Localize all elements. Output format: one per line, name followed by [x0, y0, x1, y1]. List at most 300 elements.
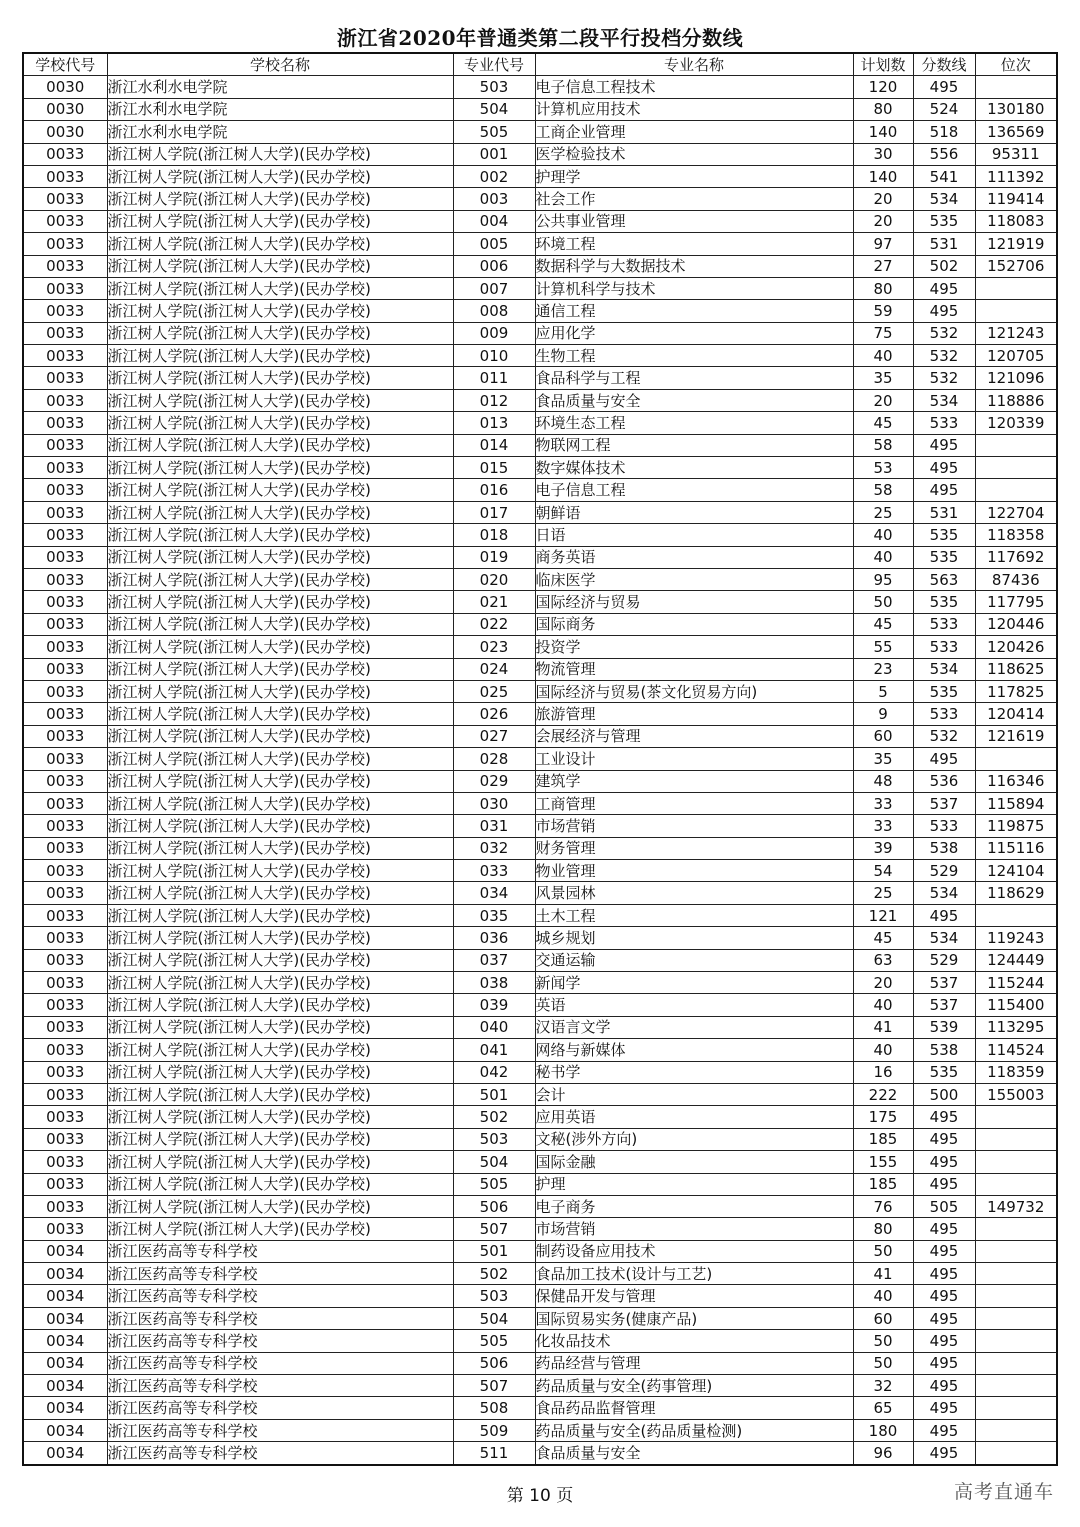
cell-major-name: 计算机应用技术: [535, 98, 853, 120]
cell-rank: [975, 1218, 1057, 1240]
header-plan-count: 计划数: [853, 53, 913, 76]
table-row: [23, 457, 1057, 479]
cell-plan-count: 40: [853, 345, 913, 367]
table-row: [23, 1061, 1057, 1083]
cell-rank: [975, 300, 1057, 322]
cell-major-code: 039: [453, 994, 535, 1016]
cell-major-name: 商务英语: [535, 546, 853, 568]
cell-cutoff-score: 532: [913, 367, 975, 389]
table-row: [23, 1442, 1057, 1465]
page-number: 第 10 页: [506, 1486, 574, 1506]
cell-plan-count: 50: [853, 1240, 913, 1262]
table-row: [23, 322, 1057, 344]
cell-cutoff-score: 495: [913, 1240, 975, 1262]
cell-school-code: 0033: [23, 904, 107, 926]
cell-school-code: 0033: [23, 1173, 107, 1195]
table-row: [23, 367, 1057, 389]
cell-school-code: 0033: [23, 792, 107, 814]
table-row: [23, 345, 1057, 367]
cell-school-code: 0033: [23, 188, 107, 210]
table-row: [23, 972, 1057, 994]
cell-major-code: 018: [453, 524, 535, 546]
cell-cutoff-score: 518: [913, 121, 975, 143]
cell-school-name: 浙江树人学院(浙江树人大学)(民办学校): [107, 680, 453, 702]
cell-major-name: 应用英语: [535, 1106, 853, 1128]
cell-major-code: 026: [453, 703, 535, 725]
cell-school-code: 0033: [23, 1128, 107, 1150]
cell-cutoff-score: 495: [913, 1352, 975, 1374]
cell-major-name: 市场营销: [535, 815, 853, 837]
cell-major-name: 会计: [535, 1083, 853, 1105]
cell-school-code: 0033: [23, 680, 107, 702]
cell-major-code: 505: [453, 1173, 535, 1195]
cell-major-code: 038: [453, 972, 535, 994]
cell-school-code: 0033: [23, 860, 107, 882]
cell-school-name: 浙江树人学院(浙江树人大学)(民办学校): [107, 860, 453, 882]
cell-plan-count: 75: [853, 322, 913, 344]
cell-school-name: 浙江水利水电学院: [107, 121, 453, 143]
cell-school-name: 浙江树人学院(浙江树人大学)(民办学校): [107, 322, 453, 344]
cell-rank: [975, 434, 1057, 456]
table-row: [23, 1218, 1057, 1240]
cell-plan-count: 20: [853, 972, 913, 994]
cell-plan-count: 53: [853, 457, 913, 479]
cell-school-code: 0034: [23, 1285, 107, 1307]
table-row: [23, 389, 1057, 411]
cell-plan-count: 20: [853, 188, 913, 210]
cell-rank: 115400: [975, 994, 1057, 1016]
cell-major-name: 秘书学: [535, 1061, 853, 1083]
cell-school-code: 0033: [23, 367, 107, 389]
table-row: [23, 1263, 1057, 1285]
cell-major-code: 041: [453, 1039, 535, 1061]
table-row: [23, 904, 1057, 926]
cell-major-name: 国际商务: [535, 613, 853, 635]
table-row: [23, 165, 1057, 187]
cell-major-code: 022: [453, 613, 535, 635]
cell-plan-count: 39: [853, 837, 913, 859]
cell-school-name: 浙江树人学院(浙江树人大学)(民办学校): [107, 1173, 453, 1195]
cell-cutoff-score: 537: [913, 994, 975, 1016]
cell-major-code: 034: [453, 882, 535, 904]
cell-major-code: 016: [453, 479, 535, 501]
cell-major-code: 505: [453, 121, 535, 143]
cell-school-name: 浙江树人学院(浙江树人大学)(民办学校): [107, 748, 453, 770]
table-row: [23, 1307, 1057, 1329]
cell-school-name: 浙江树人学院(浙江树人大学)(民办学校): [107, 434, 453, 456]
cell-major-name: 食品药品监督管理: [535, 1397, 853, 1419]
cell-school-code: 0033: [23, 1083, 107, 1105]
cell-cutoff-score: 532: [913, 345, 975, 367]
cell-rank: 118629: [975, 882, 1057, 904]
cell-major-name: 财务管理: [535, 837, 853, 859]
cell-cutoff-score: 534: [913, 882, 975, 904]
cell-school-name: 浙江医药高等专科学校: [107, 1263, 453, 1285]
cell-plan-count: 9: [853, 703, 913, 725]
cell-plan-count: 50: [853, 1352, 913, 1374]
cell-rank: 120446: [975, 613, 1057, 635]
cell-rank: 119875: [975, 815, 1057, 837]
cell-school-code: 0033: [23, 613, 107, 635]
cell-plan-count: 23: [853, 658, 913, 680]
cell-major-code: 029: [453, 770, 535, 792]
cell-school-code: 0034: [23, 1419, 107, 1441]
cell-major-code: 507: [453, 1218, 535, 1240]
cell-school-code: 0033: [23, 210, 107, 232]
cell-cutoff-score: 524: [913, 98, 975, 120]
table-row: [23, 1195, 1057, 1217]
cell-school-code: 0033: [23, 524, 107, 546]
table-row: [23, 434, 1057, 456]
cell-school-name: 浙江树人学院(浙江树人大学)(民办学校): [107, 233, 453, 255]
cell-major-name: 药品质量与安全(药事管理): [535, 1375, 853, 1397]
cell-school-code: 0033: [23, 658, 107, 680]
cell-rank: 95311: [975, 143, 1057, 165]
cell-cutoff-score: 502: [913, 255, 975, 277]
table-row: [23, 591, 1057, 613]
cell-major-code: 015: [453, 457, 535, 479]
cell-plan-count: 45: [853, 412, 913, 434]
cell-cutoff-score: 529: [913, 949, 975, 971]
cell-cutoff-score: 538: [913, 1039, 975, 1061]
cell-school-name: 浙江医药高等专科学校: [107, 1352, 453, 1374]
cell-cutoff-score: 537: [913, 792, 975, 814]
cell-major-name: 临床医学: [535, 568, 853, 590]
cell-plan-count: 95: [853, 568, 913, 590]
cell-plan-count: 32: [853, 1375, 913, 1397]
cell-school-name: 浙江树人学院(浙江树人大学)(民办学校): [107, 591, 453, 613]
cell-plan-count: 25: [853, 882, 913, 904]
cell-major-name: 工业设计: [535, 748, 853, 770]
table-row: [23, 837, 1057, 859]
cell-major-name: 食品质量与安全: [535, 1442, 853, 1465]
cell-school-code: 0033: [23, 927, 107, 949]
cell-cutoff-score: 495: [913, 1330, 975, 1352]
cell-major-name: 化妆品技术: [535, 1330, 853, 1352]
table-row: [23, 1173, 1057, 1195]
cell-school-code: 0034: [23, 1352, 107, 1374]
cell-major-name: 环境工程: [535, 233, 853, 255]
table-row: [23, 568, 1057, 590]
cell-plan-count: 40: [853, 994, 913, 1016]
cell-major-code: 502: [453, 1106, 535, 1128]
table-row: [23, 1285, 1057, 1307]
cell-major-code: 010: [453, 345, 535, 367]
cell-plan-count: 40: [853, 1039, 913, 1061]
cell-major-code: 037: [453, 949, 535, 971]
cell-plan-count: 41: [853, 1263, 913, 1285]
cell-major-code: 508: [453, 1397, 535, 1419]
cell-school-name: 浙江树人学院(浙江树人大学)(民办学校): [107, 501, 453, 523]
cell-school-name: 浙江树人学院(浙江树人大学)(民办学校): [107, 546, 453, 568]
cell-plan-count: 35: [853, 367, 913, 389]
cell-plan-count: 58: [853, 479, 913, 501]
cell-major-code: 005: [453, 233, 535, 255]
table-row: [23, 143, 1057, 165]
cell-major-name: 食品加工技术(设计与工艺): [535, 1263, 853, 1285]
table-row: [23, 1016, 1057, 1038]
cell-major-code: 042: [453, 1061, 535, 1083]
table-row: [23, 725, 1057, 747]
cell-school-name: 浙江树人学院(浙江树人大学)(民办学校): [107, 1039, 453, 1061]
cell-major-code: 019: [453, 546, 535, 568]
cell-school-code: 0033: [23, 972, 107, 994]
cell-cutoff-score: 529: [913, 860, 975, 882]
cell-major-code: 013: [453, 412, 535, 434]
cell-major-name: 医学检验技术: [535, 143, 853, 165]
cell-cutoff-score: 533: [913, 412, 975, 434]
cell-plan-count: 50: [853, 591, 913, 613]
cell-cutoff-score: 541: [913, 165, 975, 187]
cell-cutoff-score: 531: [913, 233, 975, 255]
cell-school-code: 0033: [23, 725, 107, 747]
cell-cutoff-score: 495: [913, 277, 975, 299]
cell-major-name: 护理学: [535, 165, 853, 187]
cell-cutoff-score: 534: [913, 389, 975, 411]
cell-major-name: 国际贸易实务(健康产品): [535, 1307, 853, 1329]
cell-plan-count: 97: [853, 233, 913, 255]
cell-school-code: 0033: [23, 233, 107, 255]
table-row: [23, 210, 1057, 232]
table-row: [23, 1375, 1057, 1397]
cell-major-code: 505: [453, 1330, 535, 1352]
cell-cutoff-score: 495: [913, 1218, 975, 1240]
cell-major-name: 国际金融: [535, 1151, 853, 1173]
cell-school-name: 浙江树人学院(浙江树人大学)(民办学校): [107, 949, 453, 971]
cell-plan-count: 185: [853, 1128, 913, 1150]
cell-cutoff-score: 495: [913, 1128, 975, 1150]
table-row: [23, 1419, 1057, 1441]
cell-rank: 121919: [975, 233, 1057, 255]
cell-rank: [975, 748, 1057, 770]
cell-school-name: 浙江树人学院(浙江树人大学)(民办学校): [107, 613, 453, 635]
cell-rank: 118886: [975, 389, 1057, 411]
cell-school-code: 0033: [23, 501, 107, 523]
cell-major-name: 食品质量与安全: [535, 389, 853, 411]
cell-major-name: 城乡规划: [535, 927, 853, 949]
cell-major-name: 工商管理: [535, 792, 853, 814]
cell-school-code: 0033: [23, 345, 107, 367]
cell-rank: 152706: [975, 255, 1057, 277]
cell-cutoff-score: 495: [913, 1285, 975, 1307]
cell-rank: 120414: [975, 703, 1057, 725]
cell-school-name: 浙江树人学院(浙江树人大学)(民办学校): [107, 725, 453, 747]
cell-plan-count: 155: [853, 1151, 913, 1173]
cell-school-name: 浙江树人学院(浙江树人大学)(民办学校): [107, 143, 453, 165]
cell-plan-count: 40: [853, 546, 913, 568]
cell-school-code: 0034: [23, 1442, 107, 1465]
cell-rank: 118625: [975, 658, 1057, 680]
cell-rank: 120705: [975, 345, 1057, 367]
table-body: [23, 76, 1057, 1465]
cell-plan-count: 180: [853, 1419, 913, 1441]
table-row: [23, 277, 1057, 299]
table-row: [23, 658, 1057, 680]
cell-plan-count: 45: [853, 927, 913, 949]
table-row: [23, 1128, 1057, 1150]
cell-plan-count: 222: [853, 1083, 913, 1105]
cell-plan-count: 41: [853, 1016, 913, 1038]
cell-school-name: 浙江水利水电学院: [107, 98, 453, 120]
cell-school-code: 0033: [23, 434, 107, 456]
cell-school-name: 浙江医药高等专科学校: [107, 1330, 453, 1352]
table-row: [23, 792, 1057, 814]
cell-school-name: 浙江树人学院(浙江树人大学)(民办学校): [107, 188, 453, 210]
table-row: [23, 1240, 1057, 1262]
cell-rank: 119243: [975, 927, 1057, 949]
cell-plan-count: 60: [853, 1307, 913, 1329]
cell-cutoff-score: 505: [913, 1195, 975, 1217]
cell-rank: [975, 1352, 1057, 1374]
cell-plan-count: 33: [853, 792, 913, 814]
cell-school-name: 浙江树人学院(浙江树人大学)(民办学校): [107, 1083, 453, 1105]
cell-plan-count: 76: [853, 1195, 913, 1217]
cell-school-code: 0033: [23, 568, 107, 590]
cell-school-name: 浙江树人学院(浙江树人大学)(民办学校): [107, 210, 453, 232]
cell-rank: 115116: [975, 837, 1057, 859]
cell-school-code: 0033: [23, 815, 107, 837]
cell-major-name: 国际经济与贸易: [535, 591, 853, 613]
cell-major-code: 040: [453, 1016, 535, 1038]
cell-rank: 115244: [975, 972, 1057, 994]
cell-major-code: 501: [453, 1240, 535, 1262]
cell-major-name: 工商企业管理: [535, 121, 853, 143]
cell-rank: 122704: [975, 501, 1057, 523]
cell-major-name: 汉语言文学: [535, 1016, 853, 1038]
cell-cutoff-score: 495: [913, 1442, 975, 1465]
cell-cutoff-score: 531: [913, 501, 975, 523]
cell-cutoff-score: 495: [913, 76, 975, 98]
cell-school-code: 0030: [23, 121, 107, 143]
cell-major-code: 036: [453, 927, 535, 949]
cell-cutoff-score: 533: [913, 703, 975, 725]
table-row: [23, 882, 1057, 904]
cell-major-code: 030: [453, 792, 535, 814]
cell-rank: [975, 1330, 1057, 1352]
cell-plan-count: 35: [853, 748, 913, 770]
cell-school-name: 浙江树人学院(浙江树人大学)(民办学校): [107, 994, 453, 1016]
cell-plan-count: 80: [853, 98, 913, 120]
cell-school-code: 0033: [23, 748, 107, 770]
table-row: [23, 546, 1057, 568]
cell-major-code: 001: [453, 143, 535, 165]
header-major-name: 专业名称: [535, 53, 853, 76]
cell-major-name: 电子信息工程: [535, 479, 853, 501]
cell-cutoff-score: 535: [913, 1061, 975, 1083]
cell-rank: 118359: [975, 1061, 1057, 1083]
cell-rank: [975, 1397, 1057, 1419]
cell-major-code: 006: [453, 255, 535, 277]
cell-major-name: 药品质量与安全(药品质量检测): [535, 1419, 853, 1441]
header-school-name: 学校名称: [107, 53, 453, 76]
cell-school-name: 浙江树人学院(浙江树人大学)(民办学校): [107, 277, 453, 299]
cell-school-name: 浙江树人学院(浙江树人大学)(民办学校): [107, 165, 453, 187]
table-row: [23, 1106, 1057, 1128]
cell-cutoff-score: 535: [913, 210, 975, 232]
cell-cutoff-score: 495: [913, 1307, 975, 1329]
cell-rank: 124449: [975, 949, 1057, 971]
cell-school-name: 浙江树人学院(浙江树人大学)(民办学校): [107, 1061, 453, 1083]
cell-major-code: 021: [453, 591, 535, 613]
cell-major-code: 507: [453, 1375, 535, 1397]
cell-rank: [975, 1151, 1057, 1173]
cell-cutoff-score: 538: [913, 837, 975, 859]
cell-cutoff-score: 495: [913, 457, 975, 479]
table-row: [23, 680, 1057, 702]
cell-plan-count: 80: [853, 277, 913, 299]
cell-major-name: 保健品开发与管理: [535, 1285, 853, 1307]
cell-major-code: 504: [453, 1307, 535, 1329]
cell-school-name: 浙江树人学院(浙江树人大学)(民办学校): [107, 524, 453, 546]
cell-school-code: 0033: [23, 591, 107, 613]
cell-plan-count: 5: [853, 680, 913, 702]
cell-major-code: 023: [453, 636, 535, 658]
table-row: [23, 121, 1057, 143]
header-rank: 位次: [975, 53, 1057, 76]
cell-school-code: 0033: [23, 143, 107, 165]
cell-plan-count: 33: [853, 815, 913, 837]
cell-school-name: 浙江树人学院(浙江树人大学)(民办学校): [107, 837, 453, 859]
table-header-row: [23, 53, 1057, 76]
cell-school-name: 浙江医药高等专科学校: [107, 1375, 453, 1397]
cell-rank: [975, 1263, 1057, 1285]
cell-major-name: 护理: [535, 1173, 853, 1195]
cell-school-name: 浙江树人学院(浙江树人大学)(民办学校): [107, 1128, 453, 1150]
cell-major-code: 503: [453, 1285, 535, 1307]
cell-major-name: 新闻学: [535, 972, 853, 994]
table-row: [23, 815, 1057, 837]
cell-major-name: 日语: [535, 524, 853, 546]
cell-cutoff-score: 534: [913, 658, 975, 680]
table-row: [23, 479, 1057, 501]
cell-major-name: 环境生态工程: [535, 412, 853, 434]
cell-rank: 117795: [975, 591, 1057, 613]
cell-major-name: 物业管理: [535, 860, 853, 882]
table-row: [23, 994, 1057, 1016]
cell-major-name: 通信工程: [535, 300, 853, 322]
cell-plan-count: 60: [853, 725, 913, 747]
cell-school-code: 0033: [23, 1016, 107, 1038]
cell-rank: 117825: [975, 680, 1057, 702]
cell-rank: 116346: [975, 770, 1057, 792]
cell-plan-count: 175: [853, 1106, 913, 1128]
cell-rank: [975, 479, 1057, 501]
cell-school-code: 0033: [23, 277, 107, 299]
table-row: [23, 748, 1057, 770]
cell-major-name: 电子信息工程技术: [535, 76, 853, 98]
cell-major-name: 食品科学与工程: [535, 367, 853, 389]
cell-rank: 113295: [975, 1016, 1057, 1038]
cell-plan-count: 40: [853, 1285, 913, 1307]
cell-rank: 119414: [975, 188, 1057, 210]
cell-cutoff-score: 495: [913, 1263, 975, 1285]
page-title: 浙江省2020年普通类第二段平行投档分数线: [336, 26, 744, 50]
cell-major-code: 007: [453, 277, 535, 299]
cell-rank: [975, 277, 1057, 299]
table-row: [23, 255, 1057, 277]
table-row: [23, 1352, 1057, 1374]
table-row: [23, 636, 1057, 658]
cell-school-code: 0033: [23, 770, 107, 792]
cell-major-code: 009: [453, 322, 535, 344]
cell-rank: 124104: [975, 860, 1057, 882]
cell-cutoff-score: 533: [913, 613, 975, 635]
cell-plan-count: 65: [853, 1397, 913, 1419]
cell-school-name: 浙江医药高等专科学校: [107, 1240, 453, 1262]
cell-plan-count: 59: [853, 300, 913, 322]
cell-rank: [975, 76, 1057, 98]
cell-plan-count: 120: [853, 76, 913, 98]
